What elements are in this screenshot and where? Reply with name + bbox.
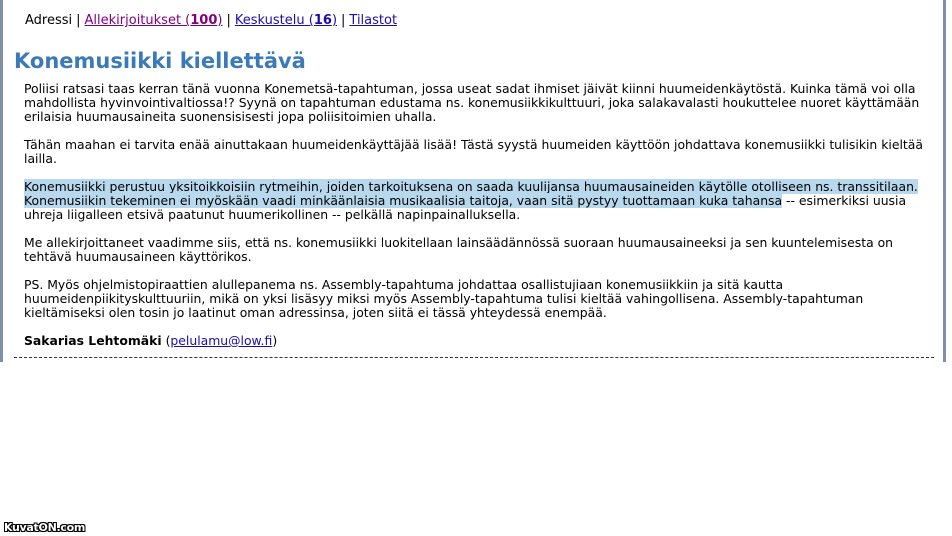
top-navigation	[25, 12, 397, 29]
nav-discussion-label: Keskustelu	[234, 13, 305, 28]
nav-separator: |	[341, 13, 346, 28]
petition-text	[24, 82, 936, 362]
paragraph-5: PS. Myös ohjelmistopiraattien alullepanema ns. Assembly-tapahtuma johdattaa osallistujiaan konemusiikkiin ja sitä kautta huumeidenpiikityskulttuuriin, mikä on yksi lisäsyy miksi myös Assembly-tapahtuma tulisi kieltää vahingollisena. Assembly-tapahtuman kieltämiseksi olen tosin jo laatinut oman adressinsa, joten siitä ei tässä yhteydessä enempää.	[24, 277, 864, 320]
nav-link-signatures[interactable]: Allekirjoitukset (100)	[84, 13, 223, 28]
page-title: Konemusiikki kiellettävä	[14, 49, 306, 73]
selected-text[interactable]: Konemusiikki perustuu yksitoikkoisiin rytmeihin, joiden tarkoituksena on saada kuulijansa huumausaineiden käytölle otolliseen ns. transsitilaan. Konemusiikin tekeminen ei myöskään vaadi minkäänlaisia musikaalisia taitoja, vaan sitä pystyy tuottamaan kuka tahansa	[24, 179, 918, 208]
nav-address-current: Adressi	[25, 13, 73, 28]
paragraph-3	[24, 180, 936, 222]
paragraph-1: Poliisi ratsasi taas kerran tänä vuonna Konemetsä-tapahtuman, jossa useat sadat ihmiset jäivät kiinni huumeidenkäytöstä. Kuinka tämä voi olla mahdollista hyvinvointivaltiossa!? Syynä on tapahtuman edustama ns. konemusiikkikulttuuri, joka salakavalasti houkuttelee nuoret käyttämään erilaisia huumausaineita suonensisisesti jopa poliisitoimien uhalla.	[24, 81, 920, 124]
signature-line: Sakarias Lehtomäki (pelulamu@low.fi)	[24, 333, 278, 348]
author-email-link[interactable]: pelulamu@low.fi	[170, 333, 273, 348]
nav-signatures-label: Allekirjoitukset	[84, 13, 182, 28]
dashed-divider	[14, 357, 934, 358]
paragraph-2: Tähän maahan ei tarvita enää ainuttakaan huumeidenkäyttäjää lisää! Tästä syystä huumeiden käyttöön johdattava konemusiikki tulisikin kieltää lailla.	[24, 137, 923, 166]
paragraph-3-rest: -- esimerkiksi uusia uhreja liigalleen etsivä paatunut huumerikollinen -- pelkällä napinpainalluksella.	[24, 193, 907, 222]
nav-signatures-count: 100	[190, 13, 218, 28]
paragraph-4: Me allekirjoittaneet vaadimme siis, että ns. konemusiikki luokitellaan lainsäädännössä suoraan huumausaineeksi ja sen kuuntelemisesta on tehtävä huumausaineen käyttörikos.	[24, 235, 894, 264]
nav-discussion-count: 16	[313, 13, 332, 28]
watermark-logo: KuvatON.com	[4, 521, 85, 534]
nav-link-stats[interactable]: Tilastot	[349, 13, 398, 28]
nav-link-discussion[interactable]: Keskustelu (16)	[234, 13, 338, 28]
author-name: Sakarias Lehtomäki	[24, 333, 162, 348]
nav-separator: |	[76, 13, 81, 28]
nav-separator: |	[226, 13, 231, 28]
